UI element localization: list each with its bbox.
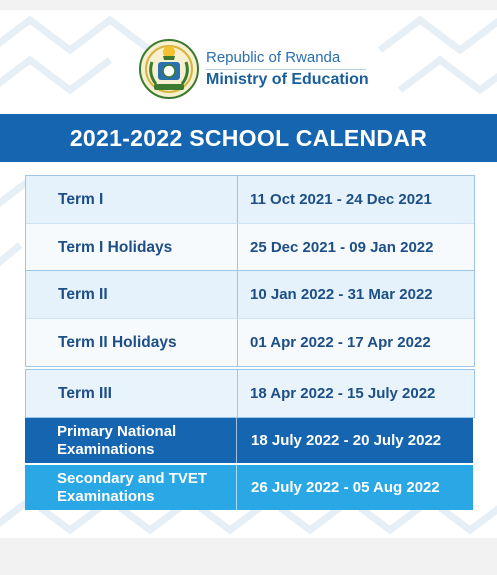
table-row — [26, 370, 474, 417]
exam-label — [25, 465, 236, 510]
primary-exam-row — [25, 418, 473, 463]
exam-label-line1: Primary National — [57, 422, 177, 440]
table-row — [26, 318, 474, 366]
term-dates: 18 Apr 2022 - 15 July 2022 — [237, 370, 474, 417]
ministry-name: Ministry of Education — [206, 71, 369, 88]
table-row — [26, 271, 474, 318]
rwanda-coat-of-arms-icon — [138, 38, 200, 100]
term-1-group — [25, 175, 475, 272]
calendar-title: 2021-2022 SCHOOL CALENDAR — [0, 114, 497, 162]
term-label: Term I Holidays — [58, 238, 173, 256]
term-label: Term III — [58, 384, 112, 402]
term-dates: 25 Dec 2021 - 09 Jan 2022 — [237, 224, 474, 271]
term-dates: 11 Oct 2021 - 24 Dec 2021 — [237, 176, 474, 223]
term-label: Term II Holidays — [58, 333, 177, 351]
country-name: Republic of Rwanda — [206, 49, 341, 66]
secondary-exam-row — [25, 465, 473, 510]
exam-label-line1: Secondary and TVET — [57, 469, 208, 487]
term-dates: 10 Jan 2022 - 31 Mar 2022 — [237, 271, 474, 318]
exam-label-line2: Examinations — [57, 487, 155, 505]
term-2-group — [25, 270, 475, 367]
exam-dates: 26 July 2022 - 05 Aug 2022 — [236, 465, 473, 510]
exam-label — [25, 418, 236, 463]
ministry-header — [138, 38, 378, 114]
term-label: Term I — [58, 190, 104, 208]
table-row — [26, 223, 474, 271]
exam-label-line2: Examinations — [57, 440, 155, 458]
exam-dates: 18 July 2022 - 20 July 2022 — [236, 418, 473, 463]
header-divider — [206, 69, 366, 70]
term-3-group — [25, 369, 475, 418]
table-row — [26, 176, 474, 223]
term-dates: 01 Apr 2022 - 17 Apr 2022 — [237, 319, 474, 366]
term-label: Term II — [58, 285, 108, 303]
